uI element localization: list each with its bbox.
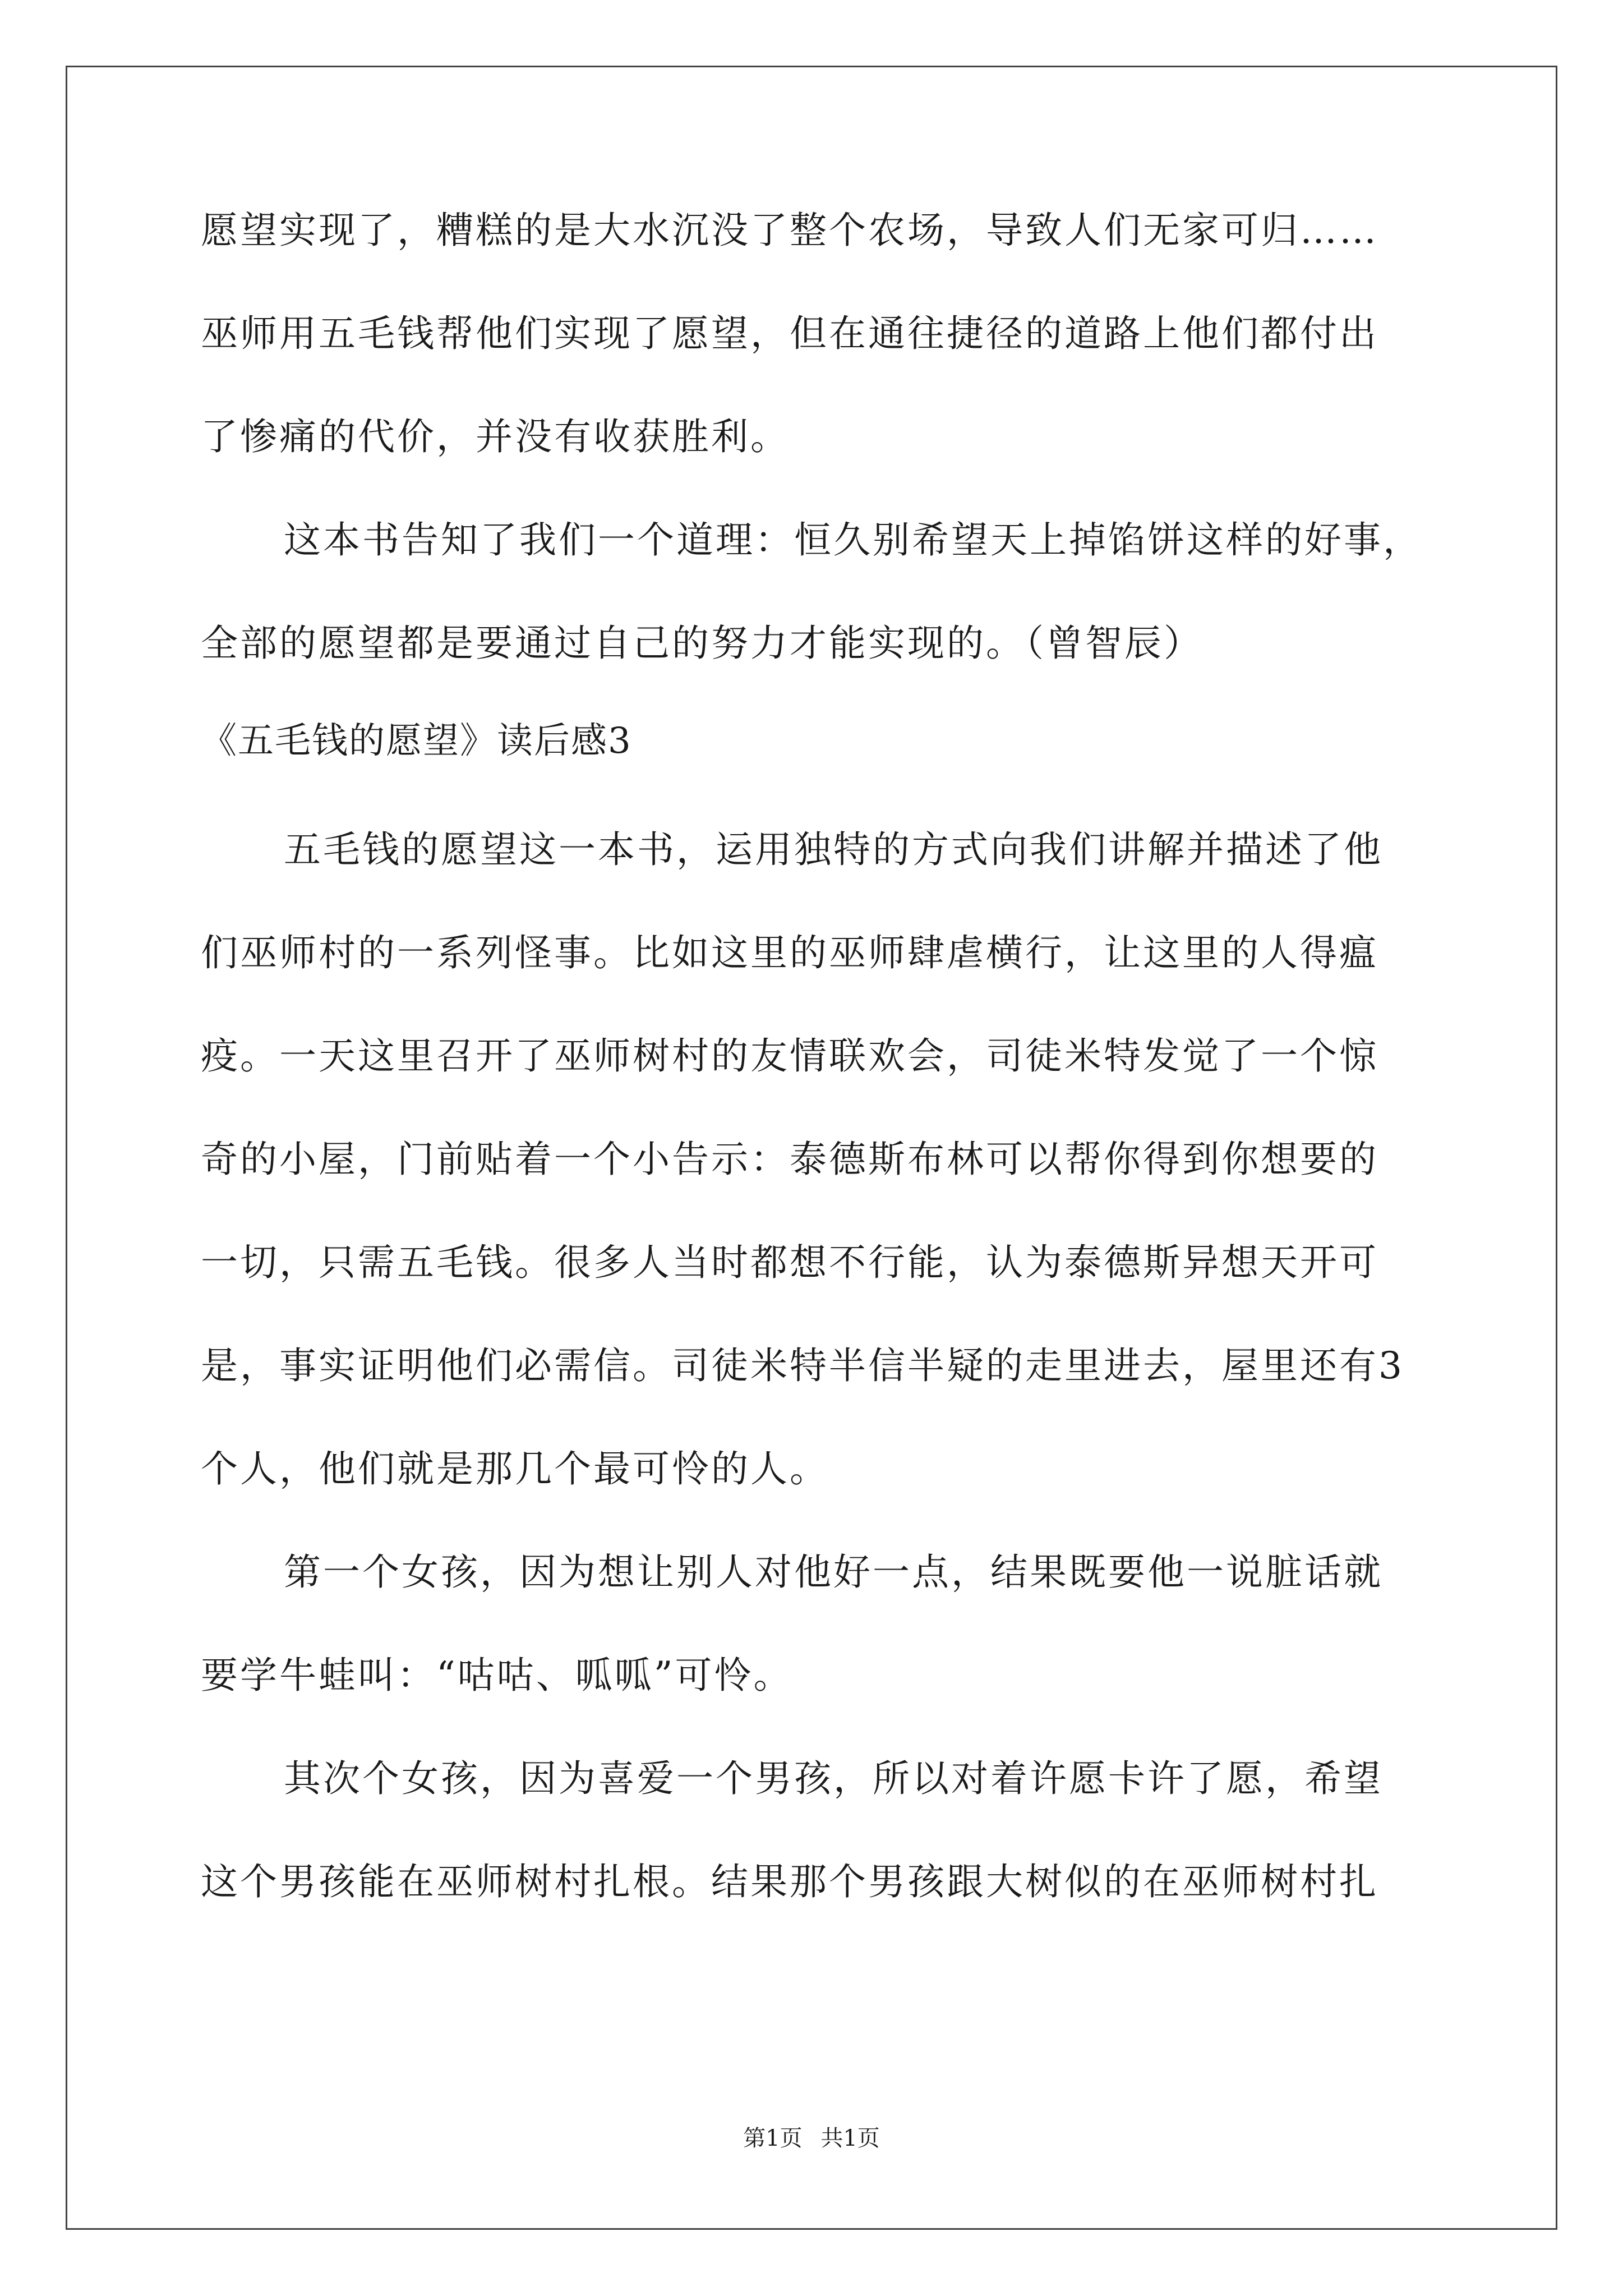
page-total: 共1页 [820,2125,880,2151]
text-line: 疫。一天这里召开了巫师树村的友情联欢会，司徒米特发觉了一个惊 [201,1034,1378,1078]
page-number: 第1页 [743,2125,803,2151]
text-line: 这个男孩能在巫师树村扎根。结果那个男孩跟大树似的在巫师树村扎 [201,1860,1378,1903]
text-line: 是，事实证明他们必需信。司徒米特半信半疑的走里进去，屋里还有3 [201,1344,1404,1387]
page-footer [0,2126,1623,2151]
text-line: 个人，他们就是那几个最可怜的人。 [201,1447,829,1490]
text-line: 了惨痛的代价，并没有收获胜利。 [201,415,790,458]
text-line: 一切，只需五毛钱。很多人当时都想不行能，认为泰德斯异想天开可 [201,1241,1378,1284]
paragraph-start: 这本书告知了我们一个道理：恒久别希望天上掉馅饼这样的好事， [284,518,1422,562]
paragraph-start: 第一个女孩，因为想让别人对他好一点，结果既要他一说脏话就 [284,1550,1383,1594]
text-line: 巫师用五毛钱帮他们实现了愿望，但在通往捷径的道路上他们都付出 [201,312,1378,355]
text-line: 奇的小屋，门前贴着一个小告示：泰德斯布林可以帮你得到你想要的 [201,1138,1378,1181]
text-line: 们巫师村的一系列怪事。比如这里的巫师肆虐横行，让这里的人得瘟 [201,931,1378,974]
section-heading: 《五毛钱的愿望》读后感3 [201,720,632,762]
text-line: 全部的愿望都是要通过自己的努力才能实现的。（曾智辰） [201,622,1203,665]
text-line: 要学牛蛙叫：“咕咕、呱呱”可怜。 [201,1654,793,1697]
paragraph-start: 其次个女孩，因为喜爱一个男孩，所以对着许愿卡许了愿，希望 [284,1757,1383,1800]
document-body [201,209,1446,1903]
paragraph-start: 五毛钱的愿望这一本书，运用独特的方式向我们讲解并描述了他 [284,828,1383,871]
text-line: 愿望实现了，糟糕的是大水沉没了整个农场，导致人们无家可归…… [201,209,1378,252]
